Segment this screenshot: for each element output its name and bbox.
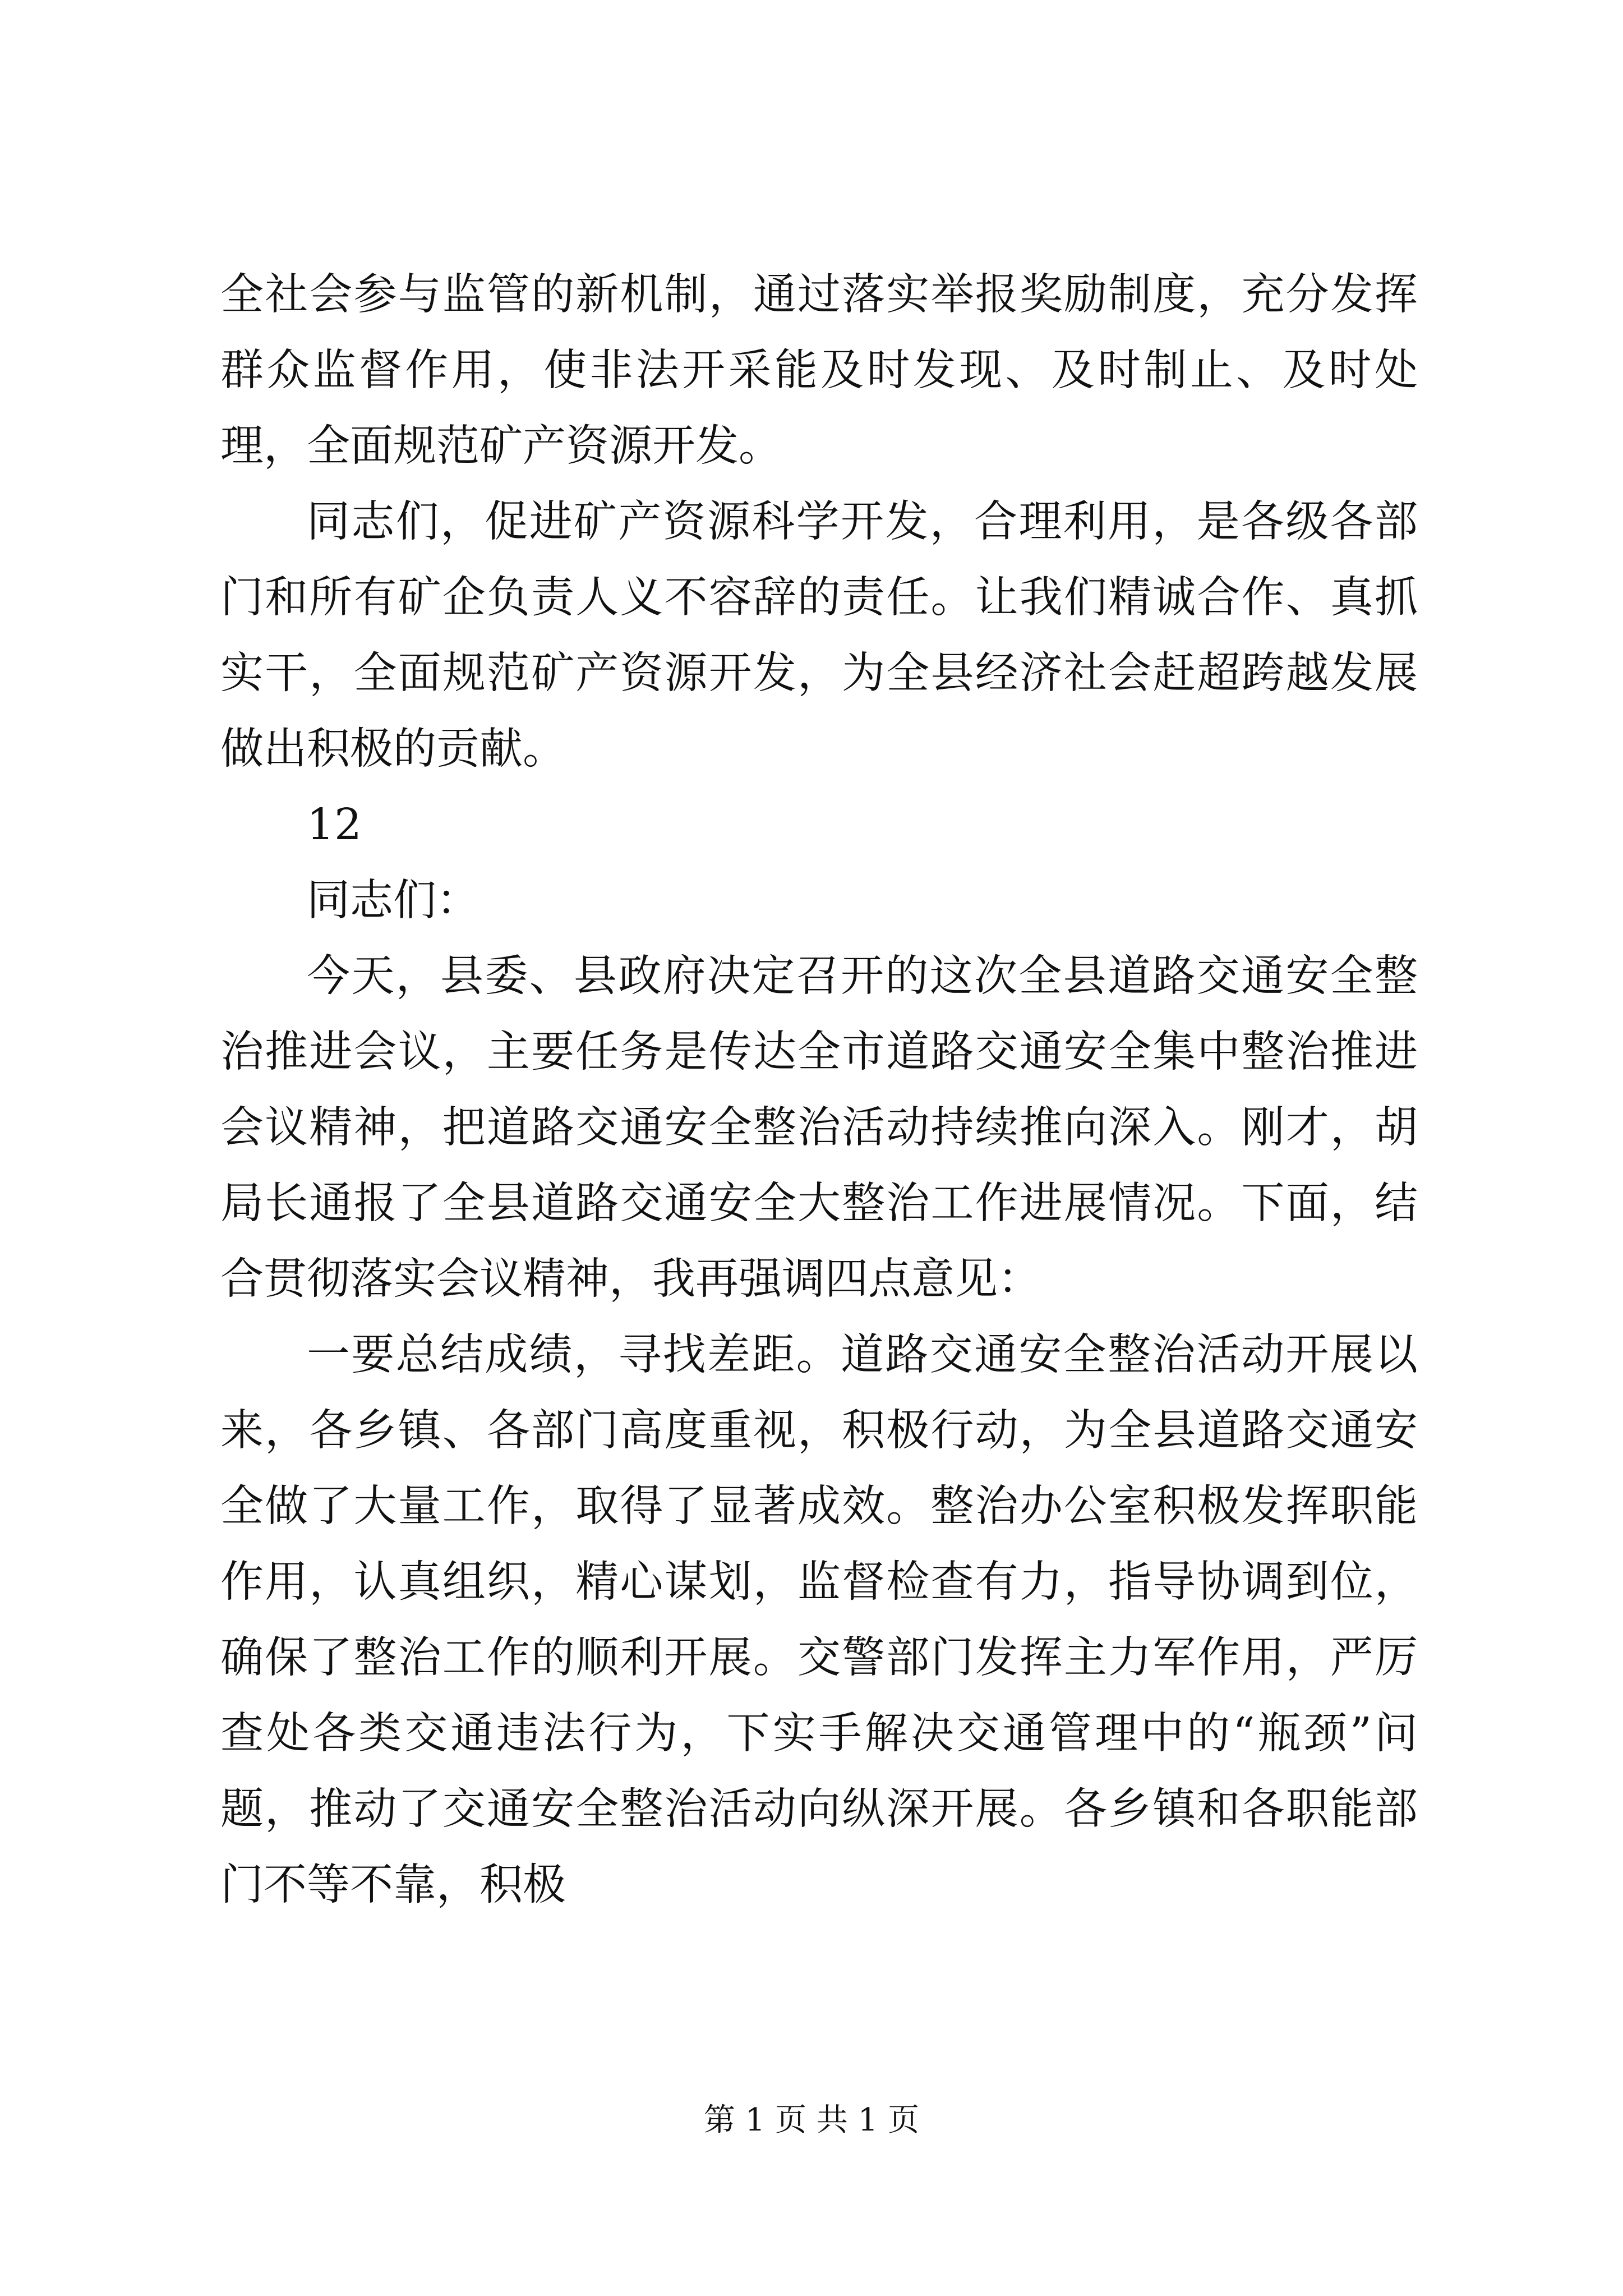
paragraph-continued: 全社会参与监管的新机制，通过落实举报奖励制度，充分发挥群众监督作用，使非法开采能及时发现、及时制止、及时处理，全面规范矿产资源开发。 [220, 270, 1418, 471]
paragraph-closing: 同志们，促进矿产资源科学开发，合理利用，是各级各部门和所有矿企负责人义不容辞的责任。让我们精诚合作、真抓实干，全面规范矿产资源开发，为全县经济社会赶超跨越发展做出积极的贡献。 [220, 497, 1418, 774]
document-body [220, 257, 1418, 1923]
paragraph-intro: 今天，县委、县政府决定召开的这次全县道路交通安全整治推进会议，主要任务是传达全市道路交通安全集中整治推进会议精神，把道路交通安全整治活动持续推向深入。刚才，胡局长通报了全县道路交通安全大整治工作进展情况。下面，结合贯彻落实会议精神，我再强调四点意见： [220, 951, 1418, 1304]
section-number: 12 [307, 800, 362, 850]
paragraph-point-one: 一要总结成绩，寻找差距。道路交通安全整治活动开展以来，各乡镇、各部门高度重视，积极行动，为全县道路交通安全做了大量工作，取得了显著成效。整治办公室积极发挥职能作用，认真组织，精心谋划，监督检查有力，指导协调到位，确保了整治工作的顺利开展。交警部门发挥主力军作用，严厉查处各类交通违法行为，下实手解决交通管理中的“瓶颈”问题，推动了交通安全整治活动向纵深开展。各乡镇和各职能部门不等不靠，积极 [220, 1330, 1418, 1910]
salutation: 同志们： [307, 876, 479, 926]
page-footer: 第 1 页 共 1 页 [703, 2102, 920, 2138]
